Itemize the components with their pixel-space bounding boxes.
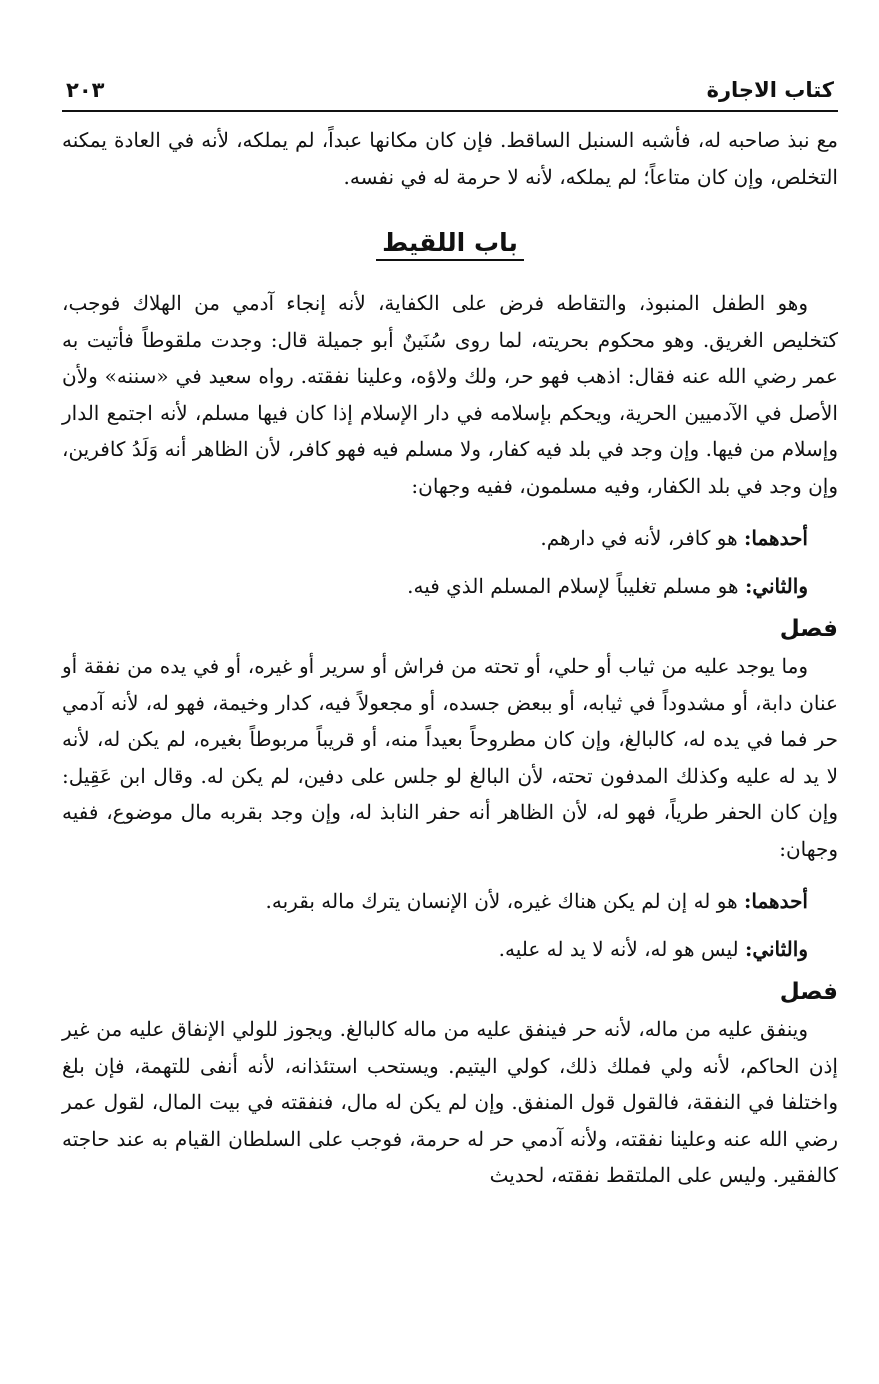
running-head-title: كتاب الاجارة [706, 78, 834, 102]
opinion-first [62, 520, 838, 556]
section-paragraph: وما يوجد عليه من ثياب أو حلي، أو تحته من فراش أو سرير أو غيره، أو في يده من نفقة أو عنان دابة، أو مشدوداً في ثيابه، أو ببعض جسده، أو مجعولاً فيه، كدار وخيمة، فهو له، لأنه آدمي حر فما في يده له، كالبالغ، وإن كان مطروحاً بعيداً منه، أو قريباً مربوطاً بغيره، لم يكن له، لأنه لا يد له عليه وكذلك المدفون تحته، لأن البالغ لو جلس على دفين، لم يكن له. وقال ابن عَقِيل: وإن كان الحفر طرياً، فهو له، لأن الظاهر أنه حفر النابذ له، وإن وجد بقربه مال موضوع، ففيه وجهان: [62, 654, 838, 861]
opinion-first [62, 883, 838, 919]
opinion-label: أحدهما: [743, 889, 808, 913]
chapter-title [62, 223, 838, 263]
opinion-second [62, 568, 838, 604]
chapter-intro-paragraph: وهو الطفل المنبوذ، والتقاطه فرض على الكفاية، لأنه إنجاء آدمي من الهلاك فوجب، كتخليص الغريق. وهو محكوم بحريته، لما روى سُنَينٌ أبو جميلة قال: وجدت ملقوطاً فأتيت به عمر رضي الله عنه فقال: اذهب فهو حر، ولك ولاؤه، وعلينا نفقته. رواه سعيد في «سننه» ولأن الأصل في الآدميين الحرية، ويحكم بإسلامه في دار الإسلام إذا كان فيها مسلم، لأنه اجتمع الدار وإسلام من فيها. وإن وجد في بلد فيه كفار، ولا مسلم فيه فهو كافر، لأن الظاهر أنه وَلَدُ كافرين، وإن وجد في بلد الكفار، وفيه مسلمون، ففيه وجهان: [62, 291, 838, 498]
continuation-paragraph: مع نبذ صاحبه له، فأشبه السنبل الساقط. فإن كان مكانها عبداً، لم يملكه، لأنه في العادة يمكنه التخلص، وإن كان متاعاً؛ لم يملكه، لأنه لا حرمة له في نفسه. [62, 128, 838, 189]
header-rule [62, 110, 838, 112]
opinion-second [62, 931, 838, 967]
running-header [62, 58, 838, 102]
opinion-label: والثاني: [744, 574, 808, 598]
opinion-text: هو كافر، لأنه في دارهم. [540, 526, 738, 550]
chapter-title-text: باب اللقيط [376, 228, 524, 261]
section-heading: فصل [779, 979, 838, 1005]
opinion-label: أحدهما: [743, 526, 808, 550]
opinion-text: هو له إن لم يكن هناك غيره، لأن الإنسان يترك ماله بقربه. [265, 889, 738, 913]
section-paragraph: وينفق عليه من ماله، لأنه حر فينفق عليه من ماله كالبالغ. ويجوز للولي الإنفاق عليه من غير إذن الحاكم، لأنه ولي فملك ذلك، كولي اليتيم. ويستحب استئذانه، لأنه أنفى للتهمة، فإن بلغ واختلفا في النفقة، فالقول قول المنفق. وإن لم يكن له مال، فنفقته في بيت المال، لقول عمر رضي الله عنه وعلينا نفقته، ولأنه آدمي حر له حرمة، فوجب على السلطان القيام به عند حاجته كالفقير. وليس على الملتقط نفقته، لحديث [62, 1017, 838, 1187]
book-page [62, 58, 838, 1194]
opinion-label: والثاني: [744, 937, 808, 961]
page-number: ٢٠٣ [66, 78, 105, 102]
opinion-text: هو مسلم تغليباً لإسلام المسلم الذي فيه. [407, 574, 739, 598]
section-heading: فصل [779, 616, 838, 642]
opinion-text: ليس هو له، لأنه لا يد له عليه. [498, 937, 739, 961]
